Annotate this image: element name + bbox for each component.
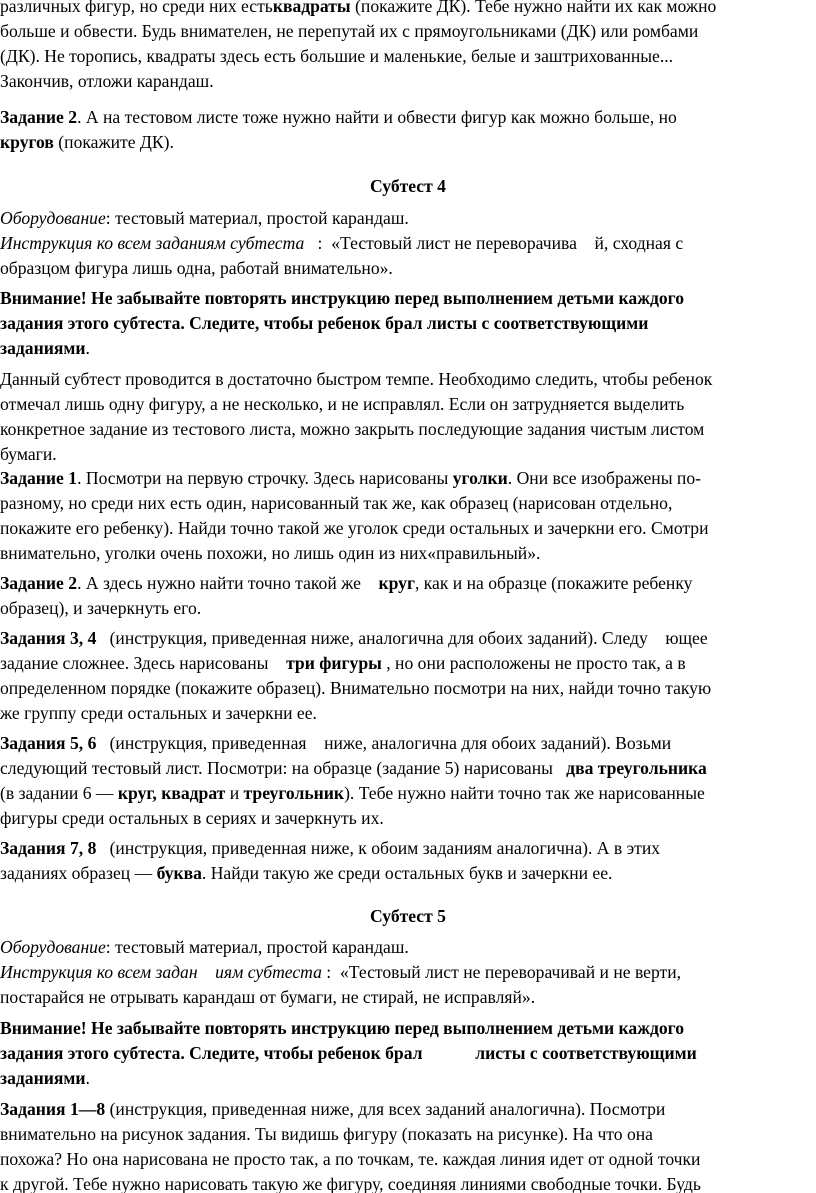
text: (инструкция, приведенная ниже, аналогична для обоих заданий). Возьми [96, 733, 672, 753]
text: и [225, 783, 244, 803]
task-2-previous [0, 105, 677, 155]
task-label: Задание 1 [0, 468, 78, 488]
text-line: образец), и зачеркнуть его. [0, 598, 202, 618]
warning-line: задания этого субтеста. Следите, чтобы ребенок брал листы с соответствующими [0, 1043, 697, 1063]
text-line: (ДК). Не торопись, квадраты здесь есть большие и маленькие, белые и заштрихованные... [0, 46, 674, 66]
text: : «Тестовый лист не переворачива й, сходная с [304, 233, 684, 253]
text-line: внимательно, уголки очень похожи, но лишь один из них«правильный». [0, 543, 541, 563]
task-label: Задания 7, 8 [0, 838, 97, 858]
subtest-4-heading: Субтест 4 [370, 176, 446, 196]
text: . [85, 338, 90, 358]
subtest-4-equipment [0, 206, 683, 281]
subtest-5-heading: Субтест 5 [370, 906, 446, 926]
text: , но они расположены не просто так, а в [381, 653, 686, 673]
italic-label: Оборудование [0, 937, 106, 957]
text-line: конкретное задание из тестового листа, можно закрыть последующие задания чистым листом [0, 419, 705, 439]
text: , как и на образце (покажите ребенку [414, 573, 693, 593]
text: : «Тестовый лист не переворачивай и не верти, [321, 962, 682, 982]
text: : тестовый материал, простой карандаш. [105, 208, 409, 228]
text: . А здесь нужно найти точно такой же [77, 573, 379, 593]
text: . Они все изображены по- [507, 468, 702, 488]
subtest-4-tasks-5-6 [0, 731, 707, 831]
bold-term: уголки [452, 468, 508, 488]
task-label: Задание 2 [0, 107, 78, 127]
text-line: Данный субтест проводится в достаточно быстром темпе. Необходимо следить, чтобы ребенок [0, 369, 713, 389]
bold-term: кругов [0, 132, 54, 152]
task-label: Задания 1—8 [0, 1099, 106, 1119]
text: . [85, 1068, 90, 1088]
text: . А на тестовом листе тоже нужно найти и обвести фигур как можно больше, но [77, 107, 677, 127]
text: задание сложнее. Здесь нарисованы [0, 653, 287, 673]
text-line: внимательно на рисунок задания. Ты видишь фигуру (показать на рисунке). На что она [0, 1124, 653, 1144]
text: различных фигур, но среди них есть [0, 0, 273, 16]
text: : тестовый материал, простой карандаш. [105, 937, 409, 957]
bold-term: квадраты [272, 0, 351, 16]
text: (инструкция, приведенная ниже, для всех заданий аналогична). Посмотри [105, 1099, 666, 1119]
text-line: к другой. Тебе нужно нарисовать такую же фигуру, соединяя линиями свободные точки. Будь [0, 1174, 701, 1193]
text-line: бумаги. [0, 444, 57, 464]
task-label: Задания 5, 6 [0, 733, 97, 753]
text-line: Закончив, отложи карандаш. [0, 71, 214, 91]
text-line: определенном порядке (покажите образец). Внимательно посмотри на них, найди точно такую [0, 678, 712, 698]
text-line: образцом фигура лишь одна, работай внимательно». [0, 258, 393, 278]
warning-line: задания этого субтеста. Следите, чтобы ребенок брал листы с соответствующими [0, 313, 649, 333]
subtest-5-warning [0, 1016, 697, 1091]
text: заданиях образец — [0, 863, 157, 883]
text-line: отмечал лишь одну фигуру, а не несколько, и не исправлял. Если он затрудняется выделить [0, 394, 685, 414]
text-line: фигуры среди остальных в сериях и зачеркнуть их. [0, 808, 384, 828]
italic-label: Инструкция ко всем задан иям субтеста [0, 962, 322, 982]
task-label: Задание 2 [0, 573, 78, 593]
text: следующий тестовый лист. Посмотри: на образце (задание 5) нарисованы [0, 758, 567, 778]
bold-term: круг [378, 573, 415, 593]
warning-line: заданиями [0, 1068, 86, 1088]
subtest-4-tasks-7-8 [0, 836, 660, 886]
text-line: больше и обвести. Будь внимателен, не перепутай их с прямоугольниками (ДК) или ромбами [0, 21, 699, 41]
text: ). Тебе нужно найти точно так же нарисованные [344, 783, 705, 803]
italic-label: Инструкция ко всем заданиям субтеста [0, 233, 305, 253]
bold-term: два треугольника [566, 758, 707, 778]
warning-line: заданиями [0, 338, 86, 358]
bold-term: круг, квадрат [117, 783, 226, 803]
subtest-5-equipment [0, 935, 681, 1010]
text-line: разному, но среди них есть один, нарисованный так же, как образец (нарисован отдельно, [0, 493, 673, 513]
bold-term: треугольник [243, 783, 345, 803]
subtest-4-info [0, 367, 712, 467]
text-line: же группу среди остальных и зачеркни ее. [0, 703, 317, 723]
bold-term: буква [156, 863, 202, 883]
text: (в задании 6 — [0, 783, 118, 803]
text: (покажите ДК). [53, 132, 174, 152]
text: (инструкция, приведенная ниже, аналогична для обоих заданий). Следу ющее [96, 628, 708, 648]
subtest-5-tasks-1-8 [0, 1097, 701, 1193]
warning-line: Внимание! Не забывайте повторять инструкцию перед выполнением детьми каждого [0, 1018, 685, 1038]
text: . Посмотри на первую строчку. Здесь нарисованы [77, 468, 453, 488]
warning-line: Внимание! Не забывайте повторять инструкцию перед выполнением детьми каждого [0, 288, 685, 308]
subtest-4-warning [0, 286, 684, 361]
italic-label: Оборудование [0, 208, 106, 228]
subtest-4-task-1 [0, 466, 709, 566]
text: . Найди такую же среди остальных букв и зачеркни ее. [201, 863, 613, 883]
text: (покажите ДК). Тебе нужно найти их как можно [350, 0, 717, 16]
subtest-4-tasks-3-4 [0, 626, 711, 726]
text-line: покажите его ребенку). Найди точно такой же уголок среди остальных и зачеркни его. Смотри [0, 518, 709, 538]
text: (инструкция, приведенная ниже, к обоим заданиям аналогична). А в этих [96, 838, 661, 858]
text-line: постарайся не отрывать карандаш от бумаги, не стирай, не исправляй». [0, 987, 536, 1007]
subtest-4-task-2 [0, 571, 692, 621]
task-label: Задания 3, 4 [0, 628, 97, 648]
bold-term: три фигуры [286, 653, 382, 673]
text-line: похожа? Но она нарисована не просто так, а по точкам, те. каждая линия идет от одной точки [0, 1149, 701, 1169]
intro-paragraph [0, 0, 716, 94]
